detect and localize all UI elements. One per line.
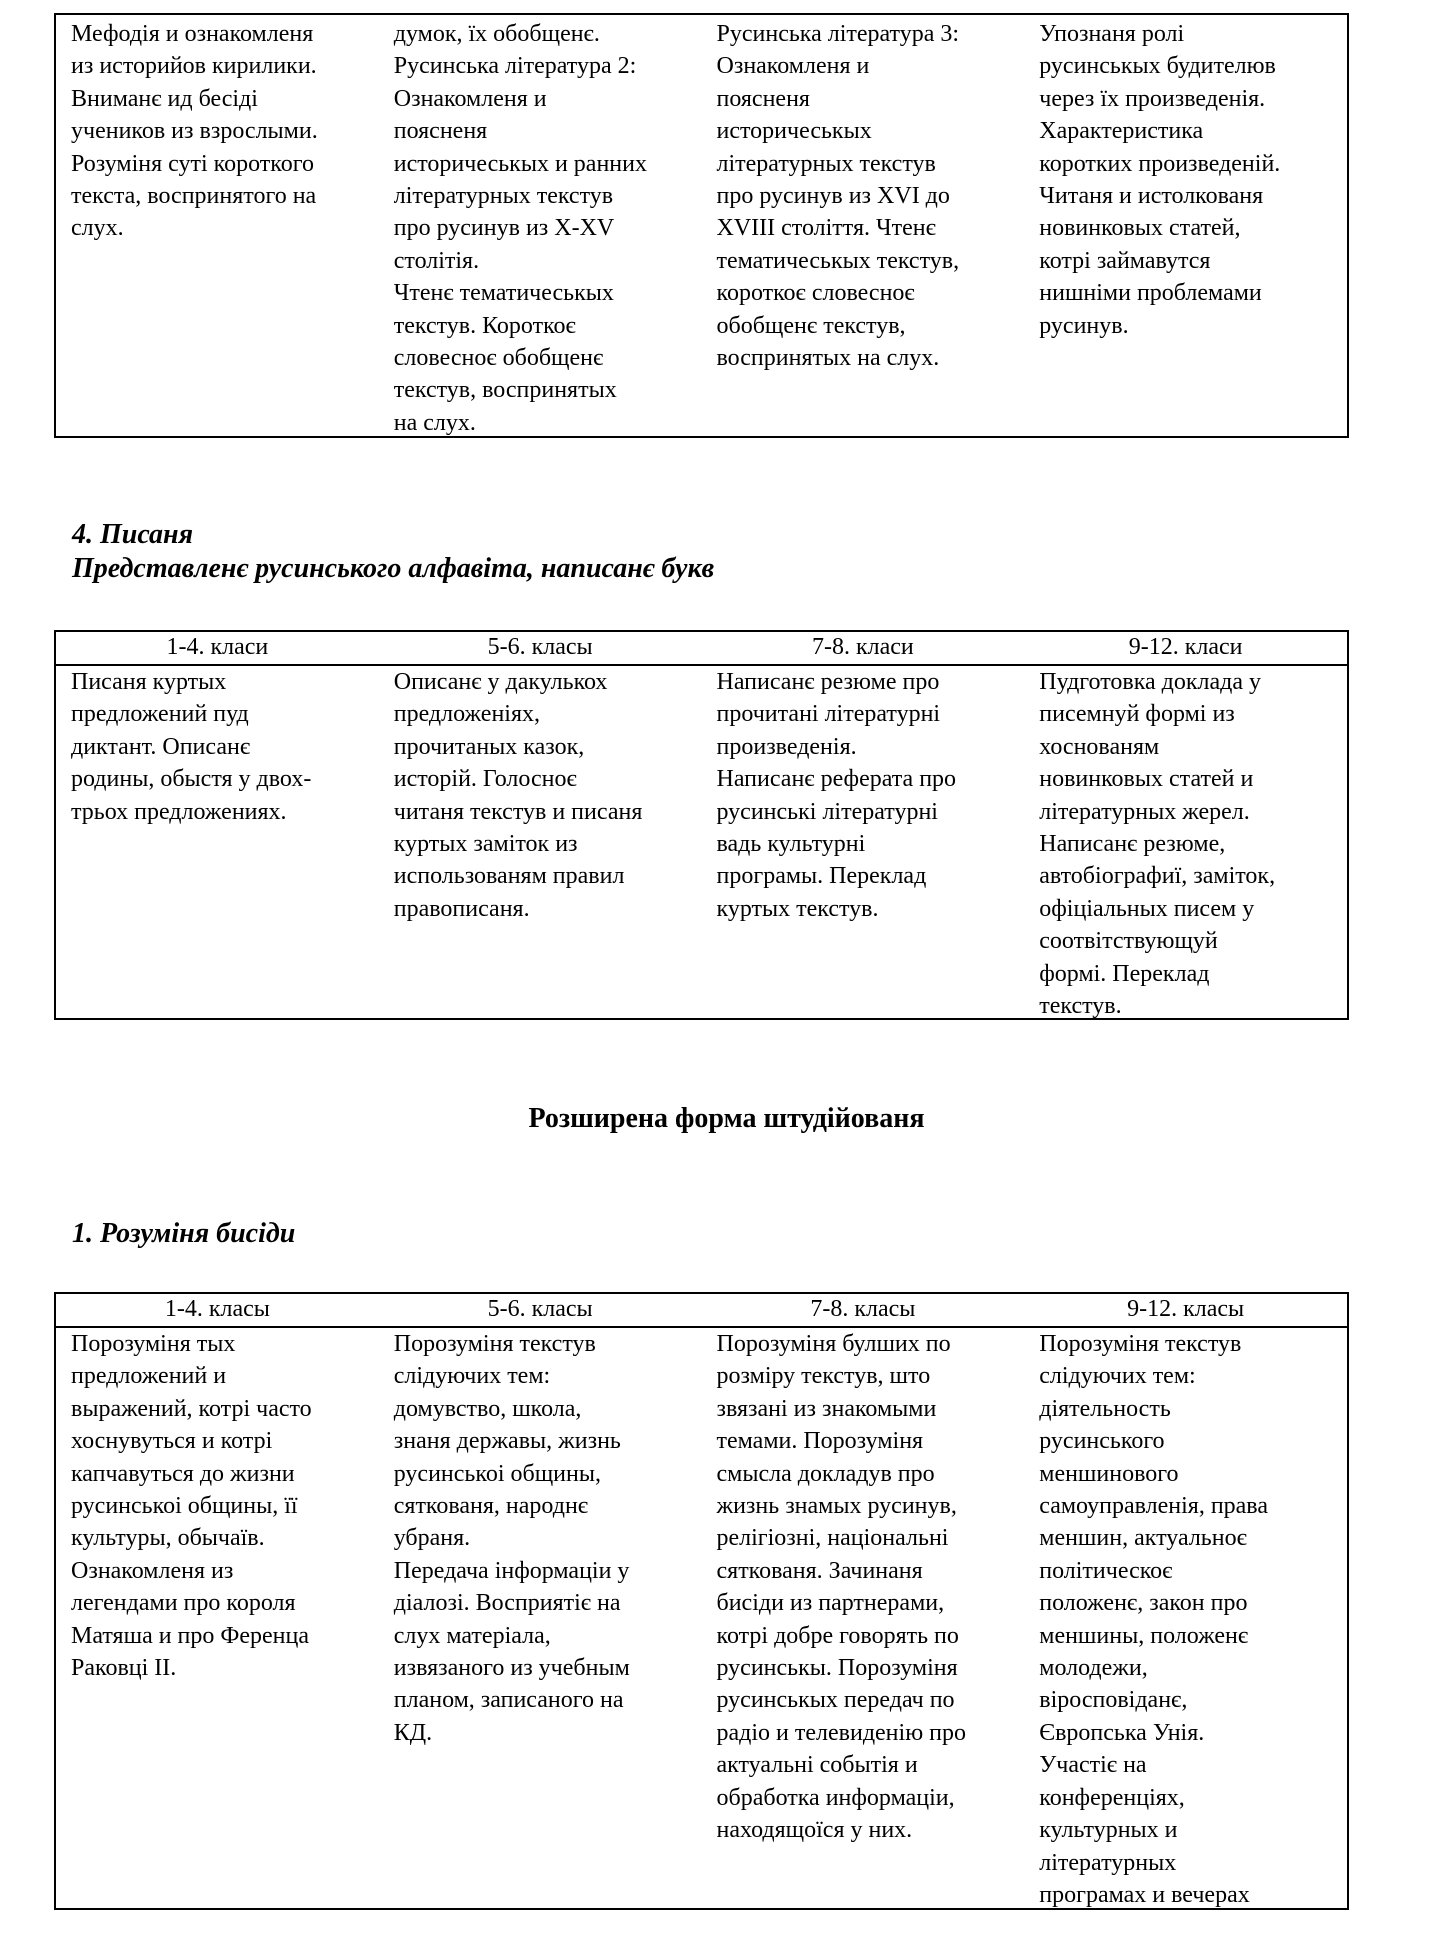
table-cell: Описанє у дакулькох предложеніях, прочитаных казок, исторій. Голосноє читаня текстув и писаня куртых заміток из использованям правил правописаня. [393,669,643,922]
table-cell: Мефодія и ознакомленя из историйов кирилики. Вниманє ид бесіді учеников из взрослыми. Розуміня суті короткого текста, воспринятого на слух. [71,21,318,242]
column-header: 9-12. класи [1128,634,1243,660]
table-cell: Писаня куртых предложений пуд диктант. Описанє родины, обыстя у двох- трьох предложениях. [71,669,312,825]
table-cell: Порозуміня булших по розміру текстув, што звязані из знакомыми темами. Порозуміня смысла докладув про жизнь знамых русинув, релігіозні, національні сяткованя. Зачинаня бисіди из партнерами, котрі добре говорять по русинськы. Порозуміня русинськых передач по радіо и телевиденію про актуальні событія и обработка информаціи, находящоїся у них. [716,1331,966,1844]
understanding-table [54,1292,1349,1910]
column-header: 5-6. класы [487,634,593,660]
table-cell: Порозуміня текстув слідуючих тем: домувство, школа, знаня державы, жизнь русинськоі общины, сяткованя, народнє убраня. Передача інформаціи у діалозі. Восприятіє на слух матеріала, извязаного из учебным планом, записаного на КД. [393,1331,630,1746]
table-cell: Порозуміня текстув слідуючих тем: діятельность русинського меншинового самоуправленія, права меншин, актуальноє політическоє положенє, закон про меншины, положенє молодежи, віросповіданє, Європська Унія. Участіє на конференціях, культурных и літературных програмах и вечерах [1039,1331,1268,1908]
column-header: 1-4. класи [166,634,269,660]
section-subheading-writing: Представленє русинського алфавіта, написанє букв [72,553,715,584]
column-header: 5-6. класы [487,1296,593,1322]
table-cell: Русинська література 3: Ознакомленя и поясненя историчеськых літературных текстув про русинув из XVI до XVIII століття. Чтенє тематичеськых текстув, короткоє словесноє обобщенє текстув, воспринятых на слух. [716,21,960,372]
table-cell: думок, їх обобщенє. Русинська література 2: Ознакомленя и поясненя историчеськых и ранних літературных текстув про русинув из X-XV столітія. Чтенє тематичеськых текстув. Короткоє словесноє обобщенє текстув, воспринятых на слух. [393,21,647,436]
table-header-row [56,1294,1347,1328]
section-heading-writing: 4. Писаня [72,519,194,550]
table-cell: Упознаня ролі русинськых будителюв через їх произведенія. Характеристика коротких произведеній. Читаня и истолкованя новинковых статей, котрі займавутся нишніми проблемами русинув. [1039,21,1281,339]
table-row [56,15,1347,436]
section-heading-understanding: 1. Розуміня бисіди [72,1218,296,1249]
column-header: 9-12. класы [1127,1296,1245,1322]
table-row [56,666,1347,1020]
extended-form-title: Розширена форма штудійованя [528,1103,925,1134]
writing-table [54,630,1349,1020]
table-cell: Пудготовка доклада у писемнуй формі из хоснованям новинковых статей и літературных жерел. Написанє резюме, автобіографиї, заміток, офіціальных писем у соотвітствующуй формі. Переклад текстув. [1039,669,1276,1020]
table-cell: Порозуміня тых предложений и выражений, котрі часто хоснувуться и котрі капчавуться до жизни русинськоі общины, її культуры, обычаїв. Ознакомленя из легендами про короля Матяша и про Ференца Раковці II. [71,1331,312,1682]
top-continued-table [54,13,1349,438]
column-header: 7-8. класи [811,634,914,660]
table-header-row [56,632,1347,666]
column-header: 1-4. класы [164,1296,270,1322]
table-cell: Написанє резюме про прочитані літературні произведенія. Написанє реферата про русинські літературні вадь культурні програмы. Переклад куртых текстув. [716,669,957,922]
table-row [56,1328,1347,1910]
column-header: 7-8. класы [810,1296,916,1322]
